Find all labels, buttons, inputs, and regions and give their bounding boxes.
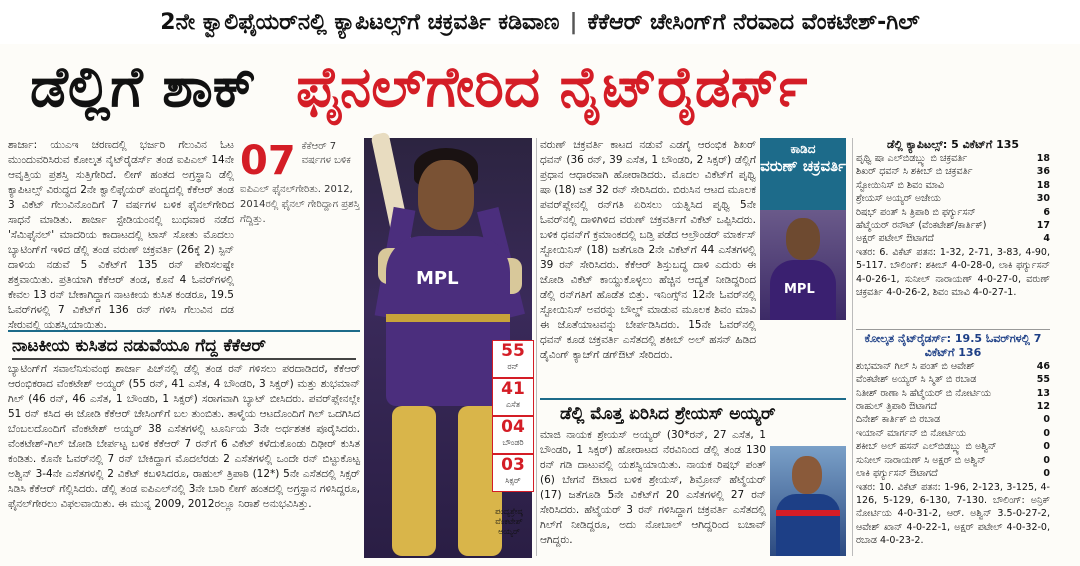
story3-text: ಮಾಜಿ ನಾಯಕ ಶ್ರೇಯಸ್ ಅಯ್ಯರ್ (30*ರನ್, 27 ಎಸೆತ, 1 ಬೌಂಡರಿ, 1 ಸಿಕ್ಸರ್) ಹೋರಾಟದ ನೆರವಿನಿಂದ ಡೆಲ್ಲಿ ತಂಡ 130 ರನ್ ಗಡಿ ದಾಟುವಲ್ಲಿ ಯಶಸ್ವಿಯಾಯಿತು. ನಾಯಕ ರಿಷಭ್ ಪಂತ್ (6) ಬೇಗನೆ ಔಟಾದ ಬಳಿಕ ಶ್ರೇಯಸ್, ಶಿಮ್ರೋನ್ ಹೆಟ್ಮೆಯರ್ (17) ಜತೆಗೂಡಿ 5ನೇ ವಿಕೆಟ್‌ಗೆ 20 ಎಸೆತಗಳಲ್ಲಿ 27 ರನ್ ಸೇರಿಸಿದರು. ಹೆಟ್ಮೆಯರ್ 3 ರನ್ ಗಳಿಸಿದ್ದಾಗ ಚಕ್ರವರ್ತಿ ಎಸೆತದಲ್ಲಿ ಗಿಲ್‌ಗೆ ನೀಡಿದ್ದರೂ, ಅದು ನೋಬಾಲ್ ಆಗಿದ್ದರಿಂದ ಬಚಾವ್ ಆಗಿದ್ದರು. bbox=[540, 429, 766, 546]
headline-red: ಫೈನಲ್‌ಗೇರಿದ ನೈಟ್‌ರೈಡರ್ಸ್ bbox=[296, 55, 808, 120]
scorecard-dc-extras: ಇತರ: 6. ವಿಕೆಟ್ ಪತನ: 1-32, 2-71, 3-83, 4-90, 5-117. ಬೌಲಿಂಗ್: ಶಕೀಬ್ 4-0-28-0, ಲಾಕಿ ಫರ್ಗ್ಯುಸನ್ 4-0-26-1, ಸುನೀಲ್ ನಾರಾಯಣ್ 4-0-27-0, ವರುಣ್ ಚಕ್ರವರ್ತಿ 4-0-26-2, ಶಿವಂ ಮಾವಿ 4-0-27-1. bbox=[856, 246, 1050, 299]
headline-black: ಡೆಲ್ಲಿಗೆ ಶಾಕ್ bbox=[30, 55, 257, 120]
scorecard-kkr-extras: ಇತರ: 10. ವಿಕೆಟ್ ಪತನ: 1-96, 2-123, 3-125, 4-126, 5-129, 6-130, 7-130. ಬೌಲಿಂಗ್: ಅನ್ರಿಕ್ ನೋರ್ಟಿಯ 4-0-31-2, ಆರ್. ಅಶ್ವಿನ್ 3.5-0-27-2, ಆವೇಶ್ ಖಾನ್ 4-0-22-1, ಅಕ್ಷರ್ ಪಟೇಲ್ 4-0-32-0, ರಬಾಡ 4-0-23-2. bbox=[856, 481, 1050, 547]
story1-text: ಬ್ಯಾಟಿಂಗ್‌ಗೆ ಸವಾಲೆನಿಸುವಂಥ ಶಾರ್ಜಾ ಪಿಚ್‌ನಲ್ಲಿ ಡೆಲ್ಲಿ ತಂಡ ರನ್ ಗಳಿಸಲು ಪರದಾಡಿದರೆ, ಕೆಕೆಆರ್ ಆರಂಭಿಕರಾದ ವೆಂಕಟೇಶ್ ಅಯ್ಯರ್ (55 ರನ್, 41 ಎಸೆತ, 4 ಬೌಂಡರಿ, 3 ಸಿಕ್ಸರ್) ಮತ್ತು ಶುಭಮಾನ್ ಗಿಲ್ (46 ರನ್, 46 ಎಸೆತ, 1 ಬೌಂಡರಿ, 1 ಸಿಕ್ಸರ್) ಸರಾಗವಾಗಿ ಬ್ಯಾಟ್ ಬೀಸಿದರು. ಪವರ್‌ಪ್ಲೇನಲ್ಲೇ 51 ರನ್ ಕಸಿದ ಈ ಜೋಡಿ ಕೆಕೆಆರ್ ಚೇಸಿಂಗ್‌ಗೆ ಬಲ ತುಂಬಿತು. ತಾಳ್ಮೆಯ ಆಟದೊಂದಿಗೆ ಗಿಲ್ ಒದಗಿಸಿದ ಬೆಂಬಲದೊಂದಿಗೆ ವೆಂಕಟೇಶ್ ಅಯ್ಯರ್ 38 ಎಸೆತಗಳಲ್ಲಿ ಟೂರ್ನಿಯ 3ನೇ ಅರ್ಧಶತಕ ಪೂರೈಸಿದರು. ವೆಂಕಟೇಶ್-ಗಿಲ್ ಜೋಡಿ ಬೇರ್ಪಟ್ಟ ಬಳಿಕ ಕೆಕೆಆರ್ 7 ರನ್‌ಗೆ 6 ವಿಕೆಟ್ ಕಳೆದುಕೊಂಡು ದಿಢೀರ್ ಕುಸಿತ ಕಂಡಿತು. ಕೊನೇ ಓವರ್‌ನಲ್ಲಿ 7 ರನ್ ಬೇಕಿದ್ದಾಗ ಮೊದಲೆರಡು 2 ಎಸೆತಗಳಲ್ಲಿ ಒಂದೇ ರನ್ ಬಿಟ್ಟುಕೊಟ್ಟ ಅಶ್ವಿನ್ 3-4ನೇ ಎಸೆತಗಳಲ್ಲಿ 2 ವಿಕೆಟ್ ಕಬಳಿಸಿದರೂ, ರಾಹುಲ್ ತ್ರಿಪಾಠಿ (12*) 5ನೇ ಎಸೆತದಲ್ಲಿ ಸಿಕ್ಸರ್ ಸಿಡಿಸಿ ಕೆಕೆಆರ್ ಗೆಲ್ಲಿಸಿದರು. ಡೆಲ್ಲಿ ತಂಡ ಐಪಿಎಲ್‌ನಲ್ಲಿ 3ನೇ ಬಾರಿ ಲೀಗ್ ಹಂತದಲ್ಲಿ ಅಗ್ರಸ್ಥಾನ ಗಳಿಸಿದ್ದರೂ, ಫೈನಲ್‌ಗೇರಲು ವಿಫಲವಾಯಿತು. ಈ ಮುನ್ನ 2009, 2012ರಲ್ಲೂ ನಿರಾಶೆ ಅನುಭವಿಸಿತ್ತು. bbox=[8, 363, 360, 510]
scorecard-kkr-head: ಕೋಲ್ಕತ ನೈಟ್‌ರೈಡರ್ಸ್: 19.5 ಓವರ್‌ಗಳಲ್ಲಿ 7 ವಿಕೆಟ್‌ಗೆ 136 bbox=[864, 331, 1042, 359]
highlight-box bbox=[240, 140, 360, 227]
kicker-left: 2ನೇ ಕ್ವಾಲಿಫೈಯರ್‌ನಲ್ಲಿ ಕ್ಯಾಪಿಟಲ್ಸ್‌ಗೆ ಚಕ್ರವರ್ತಿ ಕಡಿವಾಣ bbox=[160, 9, 560, 35]
scorecard-row: ಶಕೀಬ್ ಅಲ್ ಹಸನ್ ಎಲ್‌ಬಿಡಬ್ಲ್ಯು ಬಿ ಅಶ್ವಿನ್ 0 bbox=[856, 441, 1050, 453]
scorecard-dc-head: ಡೆಲ್ಲಿ ಕ್ಯಾಪಿಟಲ್ಸ್: 5 ವಿಕೆಟ್‌ಗೆ 135 bbox=[886, 138, 1020, 151]
player-photo-shreyas bbox=[770, 446, 846, 556]
column-divider-2 bbox=[536, 138, 537, 556]
scorecard-row: ಶಿಖರ್ ಧವನ್ ಸಿ ಶಕೀಬ್ ಬಿ ಚಕ್ರವರ್ತಿ 36 bbox=[856, 166, 1050, 178]
kicker-separator: | bbox=[569, 9, 578, 35]
story2-text-upper bbox=[540, 138, 756, 361]
jersey-logo: MPL bbox=[416, 268, 459, 289]
scorecard-row: ಅಕ್ಷರ್ ಪಟೇಲ್ ಔಟಾಗದೆ 4 bbox=[856, 233, 1050, 245]
scorecard-row: ಹೆಟ್ಮೆಯರ್ ರನೌಟ್ (ವೆಂಕಟೇಶ್/ಕಾರ್ತಿಕ್) 17 bbox=[856, 220, 1050, 232]
kadida-label: ಕಾಡಿದ bbox=[790, 142, 816, 156]
scorecard-row: ಲಾಕಿ ಫರ್ಗ್ಯುಸನ್ ಔಟಾಗದೆ 0 bbox=[856, 468, 1050, 480]
jersey-logo-2: MPL bbox=[784, 282, 815, 297]
scorecard-row: ನಿತೀಶ್ ರಾಣಾ ಸಿ ಹೆಟ್ಮೆಯರ್ ಬಿ ನೋರ್ಟಿಯ 13 bbox=[856, 387, 1050, 399]
highlight-text: ಕೆಕೆಆರ್ 7 ವರ್ಷಗಳ ಬಳಿಕ bbox=[301, 141, 351, 166]
story2-text: ವರುಣ್ ಚಕ್ರವರ್ತಿ ಕಾಟದ ನಡುವೆ ಎಡಗೈ ಆರಂಭಿಕ ಶಿಖರ್ ಧವನ್ (36 ರನ್, 39 ಎಸೆತ, 1 ಬೌಂಡರಿ, 2 ಸಿಕ್ಸರ್) ಡೆಲ್ಲಿಗೆ ಪ್ರಧಾನ ಆಧಾರವಾಗಿ ಹೋರಾಡಿದರು. ಮೊದಲ ವಿಕೆಟ್‌ಗೆ ಪೃಥ್ವಿ ಷಾ (18) ಜತೆ 32 ರನ್ ಸೇರಿಸಿದರು. ಬಿರುಸಿನ ಆಟದ ಮೂಲಕ ಪವರ್‌ಪ್ಲೇನಲ್ಲಿ ರನ್‌ಗತಿ ಏರಿಸಲು ಯತ್ನಿಸಿದ ಪೃಥ್ವಿ 5ನೇ ಓವರ್‌ನಲ್ಲಿ ದಾಳಿಗಿಳಿದ ವರುಣ್ ಚಕ್ರವರ್ತಿಗೆ ವಿಕೆಟ್ ಒಪ್ಪಿಸಿದರು. ಬಳಿಕ ಧವನ್‌ಗೆ ಕ್ರಮಾಂಕದಲ್ಲಿ ಬಡ್ತಿ ಪಡೆದ ಆಲ್ರೌಂಡರ್ ಮಾರ್ಕಸ್ ಸ್ಟೋಯಿನಿಸ್ (18) ಜತೆಗೂಡಿ 2ನೇ ವಿಕೆಟ್‌ಗೆ 44 ಎಸೆತಗಳಲ್ಲಿ 39 ರನ್ ಸೇರಿಸಿದರು. ಕೆಕೆಆರ್ ಶಿಸ್ತುಬದ್ಧ ದಾಳಿ ಎದುರು ಈ ಜೋಡಿ ವಿಕೆಟ್ ಕಾಯ್ದುಕೊಳ್ಳಲು ಹೆಚ್ಚಿನ ಆದ್ಯತೆ ನೀಡಿದ್ದರಿಂದ ಡೆಲ್ಲಿ ರನ್‌ಗತಿಗೆ ಹೊಡೆತ ಬಿತ್ತು. ಇನಿಂಗ್ಸ್‌ನ 12ನೇ ಓವರ್‌ನಲ್ಲಿ ಸ್ಟೋಯಿನಿಸ್ ಅವರನ್ನು ಬೌಲ್ಡ್ ಮಾಡುವ ಮೂಲಕ ಶಿವಂ ಮಾವಿ ಈ ಜೊತೆಯಾಟವನ್ನು ಬೇರ್ಪಡಿಸಿದರು. 15ನೇ ಓವರ್‌ನಲ್ಲಿ ಧವನ್ ಕೂಡ ಚಕ್ರವರ್ತಿ ಎಸೆತದಲ್ಲಿ ಶಕೀಬ್ ಅಲ್ ಹಸನ್ ಹಿಡಿದ ಡೈವಿಂಗ್ ಕ್ಯಾಚ್‌ಗೆ ಡಗ್‌ಔಟ್ ಸೇರಿದರು. bbox=[540, 139, 756, 361]
story1-title: ನಾಟಕೀಯ ಕುಸಿತದ ನಡುವೆಯೂ ಗೆದ್ದ ಕೆಕೆಆರ್ bbox=[12, 334, 356, 360]
scorecard-divider bbox=[856, 329, 1050, 330]
score-sixes: 03 ಸಿಕ್ಸರ್ bbox=[492, 454, 534, 492]
kicker-right: ಕೆಕೆಆರ್ ಚೇಸಿಂಗ್‌ಗೆ ನೆರವಾದ ವೆಂಕಟೇಶ್-ಗಿಲ್ bbox=[587, 9, 920, 35]
column-divider bbox=[852, 138, 853, 556]
scorecard-row: ಪೃಥ್ವಿ ಷಾ ಎಲ್‌ಬಿಡಬ್ಲ್ಯು ಬಿ ಚಕ್ರವರ್ತಿ 18 bbox=[856, 153, 1050, 164]
scorecard-row: ದಿನೇಶ್ ಕಾರ್ತಿಕ್ ಬಿ ರಬಾಡ 0 bbox=[856, 414, 1050, 426]
scorecard-row: ರಿಷಭ್ ಪಂತ್ ಸಿ ತ್ರಿಪಾಠಿ ಬಿ ಫರ್ಗ್ಯುಸನ್ 6 bbox=[856, 206, 1050, 218]
headline bbox=[0, 44, 1080, 132]
score-runs: 55 ರನ್ bbox=[492, 340, 534, 378]
scorecard-row: ಶ್ರೇಯಸ್ ಅಯ್ಯರ್ ಅಜೇಯ 30 bbox=[856, 193, 1050, 205]
score-fours: 04 ಬೌಂಡರಿ bbox=[492, 416, 534, 454]
player-caption: ಪಂದ್ಯಶ್ರೇಷ್ಠ ವೆಂಕಟೇಶ್ ಅಯ್ಯರ್ bbox=[495, 507, 523, 536]
lead-text: ಶಾರ್ಜಾ: ಯುಎಇ ಚರಣದಲ್ಲಿ ಭರ್ಜರಿ ಗೆಲುವಿನ ಓಟ ಮುಂದುವರಿಸಿರುವ ಕೋಲ್ಕತ ನೈಟ್‌ರೈಡರ್ಸ್ ತಂಡ ಐಪಿಎಲ್ 14ನೇ ಆವೃತ್ತಿಯ ಪ್ರಶಸ್ತಿ ಸುತ್ತಿಗೇರಿದೆ. ಲೀಗ್ ಹಂತದ ಅಗ್ರಸ್ಥಾನಿ ಡೆಲ್ಲಿ ಕ್ಯಾಪಿಟಲ್ಸ್ ವಿರುದ್ಧದ 2ನೇ ಕ್ವಾಲಿಫೈಯರ್ ಪಂದ್ಯದಲ್ಲಿ ಕೆಕೆಆರ್ ತಂಡ 3 ವಿಕೆಟ್ ಗೆಲುವಿನೊಂದಿಗೆ 7 ವರ್ಷಗಳ ಬಳಿಕ ಫೈನಲ್‌ಗೇರಿದ ಸಾಧನೆ ಮಾಡಿತು. ಶಾರ್ಜಾ ಸ್ಟೇಡಿಯಂನಲ್ಲಿ ಬುಧವಾರ ನಡೆದ 'ಸೆಮಿಫೈನಲ್' ಮಾದರಿಯ ಕಾದಾಟದಲ್ಲಿ ಟಾಸ್ ಸೋತು ಮೊದಲು ಬ್ಯಾಟಿಂಗ್‌ಗೆ ಇಳಿದ ಡೆಲ್ಲಿ ತಂಡ ವರುಣ್ ಚಕ್ರವರ್ತಿ (26ಕ್ಕೆ 2) ಸ್ಪಿನ್ ದಾಳಿಯ ನಡುವೆ 5 ವಿಕೆಟ್‌ಗೆ 135 ರನ್ ಪೇರಿಸಲಷ್ಟೇ ಶಕ್ತವಾಯಿತು. ಪ್ರತಿಯಾಗಿ ಕೆಕೆಆರ್ ತಂಡ, ಕೊನೆ 4 ಓವರ್‌ಗಳಲ್ಲಿ ಕೇವಲ 13 ರನ್ ಬೇಕಾಗಿದ್ದಾಗ ನಾಟಕೀಯ ಕುಸಿತ ಕಂಡರೂ, 19.5 ಓವರ್‌ಗಳಲ್ಲಿ 7 ವಿಕೆಟ್‌ಗೆ 136 ರನ್ ಗಳಿಸಿ ಗೆಲುವಿನ ದಡ ಸೇರುವಲ್ಲಿ ಯಶಸ್ವಿಯಾಯಿತು. bbox=[8, 139, 234, 331]
kadida-name: ವರುಣ್ ಚಕ್ರವರ್ತಿ bbox=[760, 157, 846, 175]
story1-rule bbox=[8, 330, 360, 332]
scorecard-row: ರಾಹುಲ್ ತ್ರಿಪಾಠಿ ಔಟಾಗದೆ 12 bbox=[856, 401, 1050, 413]
scorecard-row: ವೆಂಕಟೇಶ್ ಅಯ್ಯರ್ ಸಿ ಸ್ಮಿತ್ ಬಿ ರಬಾಡ 55 bbox=[856, 374, 1050, 386]
scorecard-row: ಶುಭಮಾನ್ ಗಿಲ್ ಸಿ ಪಂತ್ ಬಿ ಆವೇಶ್ 46 bbox=[856, 360, 1050, 372]
story3-title: ಡೆಲ್ಲಿ ಮೊತ್ತ ಏರಿಸಿದ ಶ್ರೇಯಸ್ ಅಯ್ಯರ್ bbox=[560, 404, 776, 424]
kadida-badge bbox=[760, 138, 846, 210]
highlight-number: 07 bbox=[240, 138, 296, 184]
scorecard bbox=[856, 138, 1050, 547]
score-balls: 41 ಎಸೆತ bbox=[492, 378, 534, 416]
scorecard-row: ಸುನೀಲ್ ನಾರಾಯಣ್ ಸಿ ಅಕ್ಷರ್ ಬಿ ಅಶ್ವಿನ್ 0 bbox=[856, 454, 1050, 466]
story3-rule bbox=[540, 398, 846, 400]
scorecard-row: ಸ್ಟೋಯಿನಿಸ್ ಬಿ ಶಿವಂ ಮಾವಿ 18 bbox=[856, 179, 1050, 191]
kicker-line bbox=[0, 0, 1080, 44]
player-photo-varun bbox=[760, 210, 846, 320]
highlight-text-2: ಐಪಿಎಲ್ ಫೈನಲ್‌ಗೇರಿತು. 2012, 2014ರಲ್ಲಿ ಫೈನಲ್ ಗೇರಿದ್ದಾಗ ಪ್ರಶಸ್ತಿ ಗೆದ್ದಿತ್ತು. bbox=[240, 184, 360, 225]
scorecard-row: ಇಯಾನ್ ಮಾರ್ಗನ್ ಬಿ ನೋರ್ಟಿಯ 0 bbox=[856, 427, 1050, 439]
